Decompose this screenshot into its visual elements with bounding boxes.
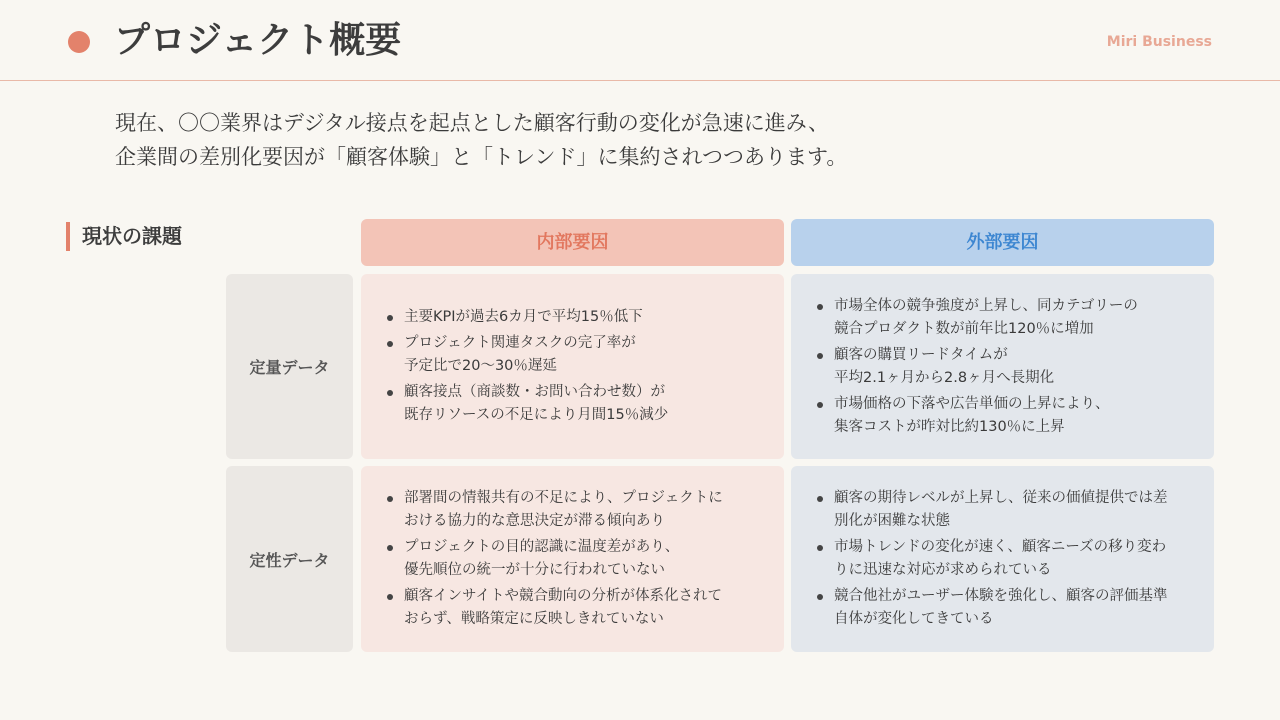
- intro-line-1: 現在、〇〇業界はデジタル接点を起点とした顧客行動の変化が急速に進み、: [115, 111, 829, 135]
- column-header-internal: 内部要因: [361, 219, 784, 266]
- list-item-text: 顧客接点（商談数・お問い合わせ数）が: [404, 384, 665, 400]
- bullet-icon: [817, 594, 823, 600]
- list-item: [817, 487, 1188, 533]
- list-item-text: 主要KPIが過去6カ月で平均15％低下: [404, 309, 643, 325]
- cell-qualitative-external: [791, 466, 1214, 652]
- list-item-text: 顧客インサイトや競合動向の分析が体系化されて: [404, 588, 722, 604]
- list-item: [817, 344, 1188, 390]
- bullet-list: [387, 484, 758, 634]
- list-item-text: 競合他社がユーザー体験を強化し、顧客の評価基準: [834, 588, 1168, 604]
- list-item: [817, 536, 1188, 582]
- list-item-text: 集客コストが昨対比約130％に上昇: [834, 418, 1065, 435]
- intro-line-2: 企業間の差別化要因が「顧客体験」と「トレンド」に集約されつつあります。: [115, 145, 848, 169]
- row-header-qualitative: 定性データ: [226, 466, 353, 652]
- list-item-text: 別化が困難な状態: [834, 513, 950, 529]
- list-item-text: 顧客の期待レベルが上昇し、従来の価値提供では差: [834, 490, 1168, 506]
- list-item: [387, 487, 758, 533]
- bullet-icon: [387, 341, 393, 347]
- list-item: [387, 585, 758, 631]
- list-item-text: 部署間の情報共有の不足により、プロジェクトに: [404, 490, 723, 506]
- bullet-list: [387, 303, 758, 430]
- list-item: [817, 393, 1188, 439]
- list-item-text: 自体が変化してきている: [834, 611, 994, 627]
- bullet-icon: [817, 545, 823, 551]
- list-item: [817, 585, 1188, 631]
- list-item-text: りに迅速な対応が求められている: [834, 562, 1052, 578]
- list-item-text: おらず、戦略策定に反映しきれていない: [404, 611, 664, 627]
- list-item: [387, 381, 758, 427]
- page-title: プロジェクト概要: [114, 20, 402, 61]
- list-item: [387, 536, 758, 582]
- brand-label: Miri Business: [1106, 34, 1212, 50]
- list-item-text: 顧客の購買リードタイムが: [834, 346, 1008, 363]
- bullet-icon: [387, 496, 393, 502]
- list-item-text: 優先順位の統一が十分に行われていない: [404, 562, 665, 578]
- bullet-icon: [817, 496, 823, 502]
- cell-quantitative-external: [791, 274, 1214, 459]
- title-dot-icon: [68, 31, 90, 53]
- list-item-text: 競合プロダクト数が前年比120％に増加: [834, 320, 1094, 337]
- bullet-list: [817, 292, 1188, 442]
- list-item-text: 市場全体の競争強度が上昇し、同カテゴリーの: [834, 297, 1138, 314]
- bullet-icon: [817, 353, 823, 359]
- column-header-external: 外部要因: [791, 219, 1214, 266]
- list-item: [817, 295, 1188, 341]
- bullet-icon: [387, 390, 393, 396]
- list-item-text: プロジェクト関連タスクの完了率が: [404, 335, 636, 351]
- list-item-text: 既存リソースの不足により月間15％減少: [404, 407, 669, 423]
- bullet-icon: [817, 304, 823, 310]
- list-item-text: 市場トレンドの変化が速く、顧客ニーズの移り変わ: [834, 539, 1167, 555]
- section-heading: 現状の課題: [66, 222, 182, 251]
- list-item: [387, 332, 758, 378]
- list-item-text: 平均2.1ヶ月から2.8ヶ月へ長期化: [834, 369, 1055, 386]
- row-header-quantitative: 定量データ: [226, 274, 353, 459]
- cell-quantitative-internal: [361, 274, 784, 459]
- bullet-list: [817, 484, 1188, 634]
- bullet-icon: [387, 594, 393, 600]
- bullet-icon: [817, 402, 823, 408]
- slide-header: [0, 0, 1280, 81]
- list-item: [387, 306, 758, 329]
- bullet-icon: [387, 315, 393, 321]
- list-item-text: プロジェクトの目的認識に温度差があり、: [404, 539, 680, 555]
- list-item-text: おける協力的な意思決定が滞る傾向あり: [404, 513, 665, 529]
- cell-qualitative-internal: [361, 466, 784, 652]
- bullet-icon: [387, 545, 393, 551]
- list-item-text: 予定比で20〜30％遅延: [404, 358, 557, 374]
- list-item-text: 市場価格の下落や広告単価の上昇により、: [834, 395, 1110, 412]
- intro-text: [115, 106, 1195, 174]
